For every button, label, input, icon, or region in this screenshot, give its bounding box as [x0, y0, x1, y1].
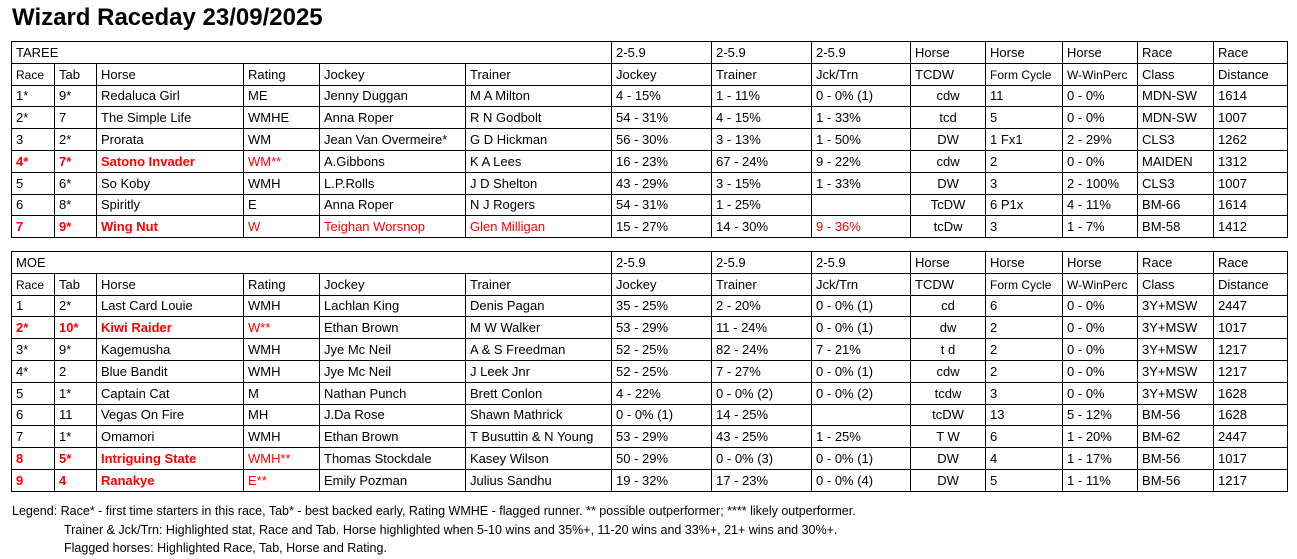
- cell-horse: Prorata: [97, 129, 244, 151]
- cell-winperc: 2 - 100%: [1063, 172, 1138, 194]
- table-row: [12, 295, 1288, 317]
- cell-tab: 10*: [55, 317, 97, 339]
- group-header: Horse: [911, 252, 986, 274]
- cell-tcdw: cdw: [911, 150, 986, 172]
- cell-tab: 5*: [55, 448, 97, 470]
- table-row: [12, 216, 1288, 238]
- cell-jstat: 4 - 22%: [612, 382, 712, 404]
- cell-tab: 2*: [55, 129, 97, 151]
- cell-race: 2*: [12, 107, 55, 129]
- cell-tstat: 67 - 24%: [712, 150, 812, 172]
- cell-class: MAIDEN: [1138, 150, 1214, 172]
- cell-winperc: 0 - 0%: [1063, 85, 1138, 107]
- cell-jt: 1 - 33%: [812, 172, 911, 194]
- cell-tstat: 0 - 0% (3): [712, 448, 812, 470]
- meeting-name: TAREE: [12, 42, 612, 64]
- column-header-row: [12, 63, 1288, 85]
- cell-tab: 6*: [55, 172, 97, 194]
- table-row: [12, 85, 1288, 107]
- cell-jockey: Ethan Brown: [320, 426, 466, 448]
- table-row: [12, 172, 1288, 194]
- cell-jt: [812, 404, 911, 426]
- cell-rating: M: [244, 382, 320, 404]
- group-header: 2-5.9: [812, 42, 911, 64]
- cell-form: 2: [986, 150, 1063, 172]
- cell-class: BM-58: [1138, 216, 1214, 238]
- column-header: Horse: [97, 63, 244, 85]
- cell-tab: 9*: [55, 339, 97, 361]
- cell-jt: [812, 194, 911, 216]
- cell-form: 6: [986, 426, 1063, 448]
- column-header: Race: [12, 273, 55, 295]
- cell-tcdw: tcDw: [911, 216, 986, 238]
- cell-winperc: 1 - 11%: [1063, 469, 1138, 491]
- cell-tcdw: DW: [911, 172, 986, 194]
- cell-tcdw: tcDW: [911, 404, 986, 426]
- cell-jstat: 54 - 31%: [612, 107, 712, 129]
- cell-distance: 1628: [1214, 382, 1288, 404]
- cell-class: BM-62: [1138, 426, 1214, 448]
- cell-winperc: 0 - 0%: [1063, 317, 1138, 339]
- cell-class: CLS3: [1138, 129, 1214, 151]
- column-header: Form Cycle: [986, 273, 1063, 295]
- cell-form: 6: [986, 295, 1063, 317]
- cell-jt: 0 - 0% (1): [812, 317, 911, 339]
- cell-jstat: 50 - 29%: [612, 448, 712, 470]
- cell-jstat: 0 - 0% (1): [612, 404, 712, 426]
- group-header: 2-5.9: [612, 42, 712, 64]
- cell-winperc: 1 - 20%: [1063, 426, 1138, 448]
- cell-tcdw: TcDW: [911, 194, 986, 216]
- column-header: Jockey: [320, 273, 466, 295]
- cell-class: MDN-SW: [1138, 85, 1214, 107]
- cell-trainer: Shawn Mathrick: [466, 404, 612, 426]
- cell-distance: 1614: [1214, 194, 1288, 216]
- group-header: Horse: [986, 252, 1063, 274]
- cell-jockey: Jean Van Overmeire*: [320, 129, 466, 151]
- cell-race: 7: [12, 426, 55, 448]
- table-row: [12, 382, 1288, 404]
- cell-tstat: 14 - 25%: [712, 404, 812, 426]
- cell-distance: 1217: [1214, 360, 1288, 382]
- cell-horse: Kagemusha: [97, 339, 244, 361]
- cell-tcdw: DW: [911, 129, 986, 151]
- cell-horse: Intriguing State: [97, 448, 244, 470]
- table-row: [12, 317, 1288, 339]
- cell-jt: 9 - 36%: [812, 216, 911, 238]
- cell-form: 13: [986, 404, 1063, 426]
- cell-horse: The Simple Life: [97, 107, 244, 129]
- column-header: Trainer: [712, 63, 812, 85]
- cell-horse: Satono Invader: [97, 150, 244, 172]
- cell-horse: Spiritly: [97, 194, 244, 216]
- column-header: Distance: [1214, 273, 1288, 295]
- group-header: 2-5.9: [612, 252, 712, 274]
- cell-trainer: N J Rogers: [466, 194, 612, 216]
- cell-tstat: 14 - 30%: [712, 216, 812, 238]
- cell-distance: 1017: [1214, 317, 1288, 339]
- cell-tstat: 4 - 15%: [712, 107, 812, 129]
- cell-tcdw: T W: [911, 426, 986, 448]
- cell-rating: E: [244, 194, 320, 216]
- group-header: Horse: [911, 42, 986, 64]
- cell-form: 3: [986, 172, 1063, 194]
- cell-tcdw: cdw: [911, 85, 986, 107]
- cell-class: 3Y+MSW: [1138, 339, 1214, 361]
- cell-race: 8: [12, 448, 55, 470]
- column-header: Tab: [55, 273, 97, 295]
- group-header: Horse: [1063, 42, 1138, 64]
- cell-tcdw: DW: [911, 448, 986, 470]
- cell-horse: Redaluca Girl: [97, 85, 244, 107]
- cell-form: 1 Fx1: [986, 129, 1063, 151]
- cell-rating: WMH: [244, 172, 320, 194]
- cell-distance: 1614: [1214, 85, 1288, 107]
- cell-winperc: 0 - 0%: [1063, 339, 1138, 361]
- cell-rating: WMH: [244, 295, 320, 317]
- cell-form: 11: [986, 85, 1063, 107]
- column-header: W-WinPerc: [1063, 63, 1138, 85]
- cell-jstat: 16 - 23%: [612, 150, 712, 172]
- cell-tab: 1*: [55, 382, 97, 404]
- cell-class: 3Y+MSW: [1138, 382, 1214, 404]
- cell-tstat: 3 - 15%: [712, 172, 812, 194]
- cell-winperc: 1 - 7%: [1063, 216, 1138, 238]
- cell-jstat: 53 - 29%: [612, 426, 712, 448]
- cell-jockey: Anna Roper: [320, 194, 466, 216]
- cell-winperc: 5 - 12%: [1063, 404, 1138, 426]
- table-row: [12, 339, 1288, 361]
- cell-rating: WM: [244, 129, 320, 151]
- column-header: Class: [1138, 63, 1214, 85]
- cell-jt: 0 - 0% (1): [812, 295, 911, 317]
- cell-winperc: 2 - 29%: [1063, 129, 1138, 151]
- cell-tcdw: cdw: [911, 360, 986, 382]
- cell-jockey: Anna Roper: [320, 107, 466, 129]
- cell-trainer: A & S Freedman: [466, 339, 612, 361]
- group-header: 2-5.9: [812, 252, 911, 274]
- cell-race: 5: [12, 382, 55, 404]
- column-header: Race: [12, 63, 55, 85]
- column-header: Jockey: [320, 63, 466, 85]
- cell-tstat: 11 - 24%: [712, 317, 812, 339]
- cell-form: 5: [986, 469, 1063, 491]
- cell-race: 3: [12, 129, 55, 151]
- cell-tcdw: cd: [911, 295, 986, 317]
- cell-rating: MH: [244, 404, 320, 426]
- column-header: TCDW: [911, 273, 986, 295]
- column-header: Trainer: [466, 273, 612, 295]
- cell-tcdw: dw: [911, 317, 986, 339]
- cell-rating: W**: [244, 317, 320, 339]
- cell-form: 6 P1x: [986, 194, 1063, 216]
- group-header: Race: [1214, 42, 1288, 64]
- cell-tab: 1*: [55, 426, 97, 448]
- cell-jstat: 19 - 32%: [612, 469, 712, 491]
- column-header: Trainer: [466, 63, 612, 85]
- cell-distance: 1312: [1214, 150, 1288, 172]
- group-header: Race: [1138, 252, 1214, 274]
- cell-rating: WMH: [244, 360, 320, 382]
- cell-jockey: Lachlan King: [320, 295, 466, 317]
- cell-tab: 4: [55, 469, 97, 491]
- table-row: [12, 150, 1288, 172]
- group-header: Horse: [1063, 252, 1138, 274]
- cell-jockey: A.Gibbons: [320, 150, 466, 172]
- cell-form: 3: [986, 216, 1063, 238]
- column-header: Class: [1138, 273, 1214, 295]
- group-header: Horse: [986, 42, 1063, 64]
- cell-trainer: M A Milton: [466, 85, 612, 107]
- cell-trainer: T Busuttin & N Young: [466, 426, 612, 448]
- cell-jockey: Thomas Stockdale: [320, 448, 466, 470]
- cell-race: 2*: [12, 317, 55, 339]
- column-header: Distance: [1214, 63, 1288, 85]
- cell-horse: Captain Cat: [97, 382, 244, 404]
- cell-trainer: Julius Sandhu: [466, 469, 612, 491]
- cell-rating: WMH**: [244, 448, 320, 470]
- cell-tstat: 17 - 23%: [712, 469, 812, 491]
- cell-horse: Blue Bandit: [97, 360, 244, 382]
- meeting-name: MOE: [12, 252, 612, 274]
- cell-class: 3Y+MSW: [1138, 317, 1214, 339]
- column-header: Trainer: [712, 273, 812, 295]
- cell-tcdw: DW: [911, 469, 986, 491]
- column-header: Jck/Trn: [812, 273, 911, 295]
- cell-race: 9: [12, 469, 55, 491]
- column-header: W-WinPerc: [1063, 273, 1138, 295]
- cell-jockey: J.Da Rose: [320, 404, 466, 426]
- cell-distance: 2447: [1214, 295, 1288, 317]
- cell-horse: Wing Nut: [97, 216, 244, 238]
- cell-distance: 1007: [1214, 107, 1288, 129]
- column-header: Jockey: [612, 273, 712, 295]
- cell-winperc: 4 - 11%: [1063, 194, 1138, 216]
- cell-distance: 1412: [1214, 216, 1288, 238]
- cell-class: BM-56: [1138, 404, 1214, 426]
- cell-tab: 11: [55, 404, 97, 426]
- cell-race: 6: [12, 404, 55, 426]
- cell-form: 2: [986, 339, 1063, 361]
- table-row: [12, 426, 1288, 448]
- cell-jt: 9 - 22%: [812, 150, 911, 172]
- legend: [12, 502, 856, 558]
- cell-distance: 1217: [1214, 469, 1288, 491]
- cell-horse: Omamori: [97, 426, 244, 448]
- column-header: Rating: [244, 273, 320, 295]
- cell-tab: 7*: [55, 150, 97, 172]
- cell-horse: Last Card Louie: [97, 295, 244, 317]
- group-header: Race: [1138, 42, 1214, 64]
- column-header: Tab: [55, 63, 97, 85]
- cell-distance: 1217: [1214, 339, 1288, 361]
- cell-trainer: Kasey Wilson: [466, 448, 612, 470]
- cell-class: MDN-SW: [1138, 107, 1214, 129]
- legend-line-2: Trainer & Jck/Trn: Highlighted stat, Race and Tab. Horse highlighted when 5-10 wins and 35%+, 11-20 wins and 33%+, 21+ wins and 30%+.: [64, 522, 838, 537]
- cell-jockey: Jye Mc Neil: [320, 339, 466, 361]
- cell-jstat: 53 - 29%: [612, 317, 712, 339]
- cell-jt: 0 - 0% (2): [812, 382, 911, 404]
- cell-rating: E**: [244, 469, 320, 491]
- cell-tstat: 2 - 20%: [712, 295, 812, 317]
- cell-tstat: 7 - 27%: [712, 360, 812, 382]
- cell-winperc: 0 - 0%: [1063, 382, 1138, 404]
- cell-trainer: G D Hickman: [466, 129, 612, 151]
- cell-distance: 1628: [1214, 404, 1288, 426]
- cell-jt: 1 - 25%: [812, 426, 911, 448]
- cell-tstat: 1 - 11%: [712, 85, 812, 107]
- table-row: [12, 469, 1288, 491]
- cell-rating: WMH: [244, 426, 320, 448]
- table-row: [12, 404, 1288, 426]
- cell-jstat: 35 - 25%: [612, 295, 712, 317]
- cell-tcdw: tcd: [911, 107, 986, 129]
- cell-jstat: 43 - 29%: [612, 172, 712, 194]
- cell-winperc: 0 - 0%: [1063, 150, 1138, 172]
- cell-jockey: Nathan Punch: [320, 382, 466, 404]
- page-title: Wizard Raceday 23/09/2025: [12, 4, 323, 31]
- column-header: Form Cycle: [986, 63, 1063, 85]
- cell-tstat: 43 - 25%: [712, 426, 812, 448]
- column-header: Rating: [244, 63, 320, 85]
- cell-distance: 1262: [1214, 129, 1288, 151]
- cell-form: 2: [986, 317, 1063, 339]
- cell-form: 3: [986, 382, 1063, 404]
- cell-trainer: R N Godbolt: [466, 107, 612, 129]
- cell-tab: 2: [55, 360, 97, 382]
- cell-jt: 0 - 0% (1): [812, 448, 911, 470]
- taree-table: [11, 41, 1288, 238]
- cell-race: 1: [12, 295, 55, 317]
- column-header: Jck/Trn: [812, 63, 911, 85]
- cell-race: 4*: [12, 360, 55, 382]
- cell-jockey: Emily Pozman: [320, 469, 466, 491]
- legend-line-3: Flagged horses: Highlighted Race, Tab, Horse and Rating.: [64, 541, 387, 555]
- cell-jstat: 52 - 25%: [612, 339, 712, 361]
- meeting-header-row: [12, 42, 1288, 64]
- cell-jt: 1 - 50%: [812, 129, 911, 151]
- cell-rating: ME: [244, 85, 320, 107]
- cell-rating: WMH: [244, 339, 320, 361]
- legend-line-1: Legend: Race* - first time starters in this race, Tab* - best backed early, Rating WMHE - flagged runner. ** possible outperformer; **** likely outperformer.: [12, 504, 856, 518]
- moe-table: [11, 251, 1288, 492]
- table-row: [12, 194, 1288, 216]
- table-row: [12, 360, 1288, 382]
- cell-class: 3Y+MSW: [1138, 295, 1214, 317]
- column-header: TCDW: [911, 63, 986, 85]
- meeting-header-row: [12, 252, 1288, 274]
- cell-horse: Vegas On Fire: [97, 404, 244, 426]
- cell-class: BM-56: [1138, 469, 1214, 491]
- cell-trainer: M W Walker: [466, 317, 612, 339]
- table-row: [12, 107, 1288, 129]
- cell-class: CLS3: [1138, 172, 1214, 194]
- cell-tcdw: t d: [911, 339, 986, 361]
- cell-jt: 0 - 0% (1): [812, 360, 911, 382]
- cell-jstat: 56 - 30%: [612, 129, 712, 151]
- cell-tstat: 0 - 0% (2): [712, 382, 812, 404]
- cell-class: 3Y+MSW: [1138, 360, 1214, 382]
- table-row: [12, 129, 1288, 151]
- cell-tab: 9*: [55, 216, 97, 238]
- cell-rating: WMHE: [244, 107, 320, 129]
- cell-jockey: Jenny Duggan: [320, 85, 466, 107]
- cell-horse: Ranakye: [97, 469, 244, 491]
- cell-trainer: Glen Milligan: [466, 216, 612, 238]
- cell-rating: W: [244, 216, 320, 238]
- group-header: Race: [1214, 252, 1288, 274]
- cell-jockey: L.P.Rolls: [320, 172, 466, 194]
- cell-form: 4: [986, 448, 1063, 470]
- group-header: 2-5.9: [712, 42, 812, 64]
- cell-tstat: 82 - 24%: [712, 339, 812, 361]
- column-header-row: [12, 273, 1288, 295]
- cell-class: BM-56: [1138, 448, 1214, 470]
- cell-tab: 9*: [55, 85, 97, 107]
- cell-trainer: K A Lees: [466, 150, 612, 172]
- cell-form: 5: [986, 107, 1063, 129]
- cell-winperc: 0 - 0%: [1063, 360, 1138, 382]
- table-row: [12, 448, 1288, 470]
- cell-jockey: Jye Mc Neil: [320, 360, 466, 382]
- cell-trainer: J D Shelton: [466, 172, 612, 194]
- cell-rating: WM**: [244, 150, 320, 172]
- cell-winperc: 1 - 17%: [1063, 448, 1138, 470]
- cell-tab: 7: [55, 107, 97, 129]
- cell-tab: 8*: [55, 194, 97, 216]
- cell-distance: 1007: [1214, 172, 1288, 194]
- cell-winperc: 0 - 0%: [1063, 295, 1138, 317]
- column-header: Horse: [97, 273, 244, 295]
- cell-tcdw: tcdw: [911, 382, 986, 404]
- cell-race: 6: [12, 194, 55, 216]
- cell-tab: 2*: [55, 295, 97, 317]
- cell-jockey: Teighan Worsnop: [320, 216, 466, 238]
- cell-race: 7: [12, 216, 55, 238]
- cell-race: 1*: [12, 85, 55, 107]
- cell-class: BM-66: [1138, 194, 1214, 216]
- cell-jstat: 52 - 25%: [612, 360, 712, 382]
- cell-jt: 1 - 33%: [812, 107, 911, 129]
- cell-distance: 2447: [1214, 426, 1288, 448]
- cell-tstat: 3 - 13%: [712, 129, 812, 151]
- cell-jockey: Ethan Brown: [320, 317, 466, 339]
- group-header: 2-5.9: [712, 252, 812, 274]
- cell-trainer: Brett Conlon: [466, 382, 612, 404]
- cell-winperc: 0 - 0%: [1063, 107, 1138, 129]
- cell-horse: So Koby: [97, 172, 244, 194]
- column-header: Jockey: [612, 63, 712, 85]
- cell-jstat: 4 - 15%: [612, 85, 712, 107]
- cell-jt: 7 - 21%: [812, 339, 911, 361]
- cell-race: 5: [12, 172, 55, 194]
- cell-form: 2: [986, 360, 1063, 382]
- cell-race: 3*: [12, 339, 55, 361]
- cell-horse: Kiwi Raider: [97, 317, 244, 339]
- cell-jstat: 54 - 31%: [612, 194, 712, 216]
- cell-trainer: Denis Pagan: [466, 295, 612, 317]
- cell-distance: 1017: [1214, 448, 1288, 470]
- cell-jt: 0 - 0% (1): [812, 85, 911, 107]
- cell-race: 4*: [12, 150, 55, 172]
- cell-trainer: J Leek Jnr: [466, 360, 612, 382]
- cell-jt: 0 - 0% (4): [812, 469, 911, 491]
- cell-tstat: 1 - 25%: [712, 194, 812, 216]
- cell-jstat: 15 - 27%: [612, 216, 712, 238]
